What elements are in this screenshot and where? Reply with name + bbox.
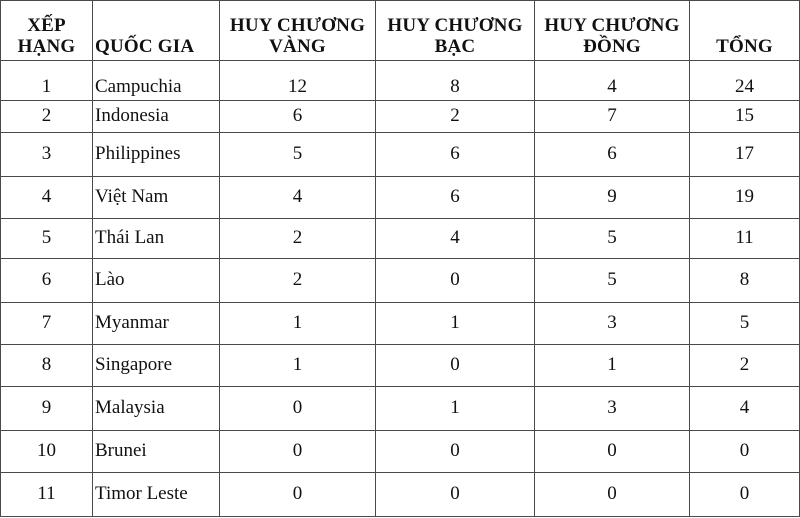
rank-cell: 3 (1, 133, 93, 177)
gold-cell: 4 (220, 177, 376, 219)
gold-cell: 2 (220, 259, 376, 303)
bronze-cell: 0 (535, 431, 690, 473)
total-cell: 17 (690, 133, 800, 177)
bronze-cell: 0 (535, 473, 690, 517)
country-header: QUỐC GIA (93, 1, 220, 61)
rank-cell: 4 (1, 177, 93, 219)
bronze-cell: 1 (535, 345, 690, 387)
table-row (1, 387, 800, 431)
country-cell: Malaysia (93, 387, 220, 431)
country-cell: Thái Lan (93, 219, 220, 259)
silver-cell: 0 (376, 473, 535, 517)
table-row (1, 219, 800, 259)
total-header: TỔNG (690, 1, 800, 61)
bronze-cell: 3 (535, 387, 690, 431)
rank-cell: 6 (1, 259, 93, 303)
total-cell: 0 (690, 473, 800, 517)
table-row (1, 177, 800, 219)
total-cell: 2 (690, 345, 800, 387)
rank-cell: 7 (1, 303, 93, 345)
bronze-header: HUY CHƯƠNG ĐỒNG (535, 1, 690, 61)
rank-cell: 11 (1, 473, 93, 517)
table-row (1, 133, 800, 177)
bronze-cell: 5 (535, 259, 690, 303)
total-cell: 24 (690, 61, 800, 101)
rank-cell: 8 (1, 345, 93, 387)
silver-cell: 8 (376, 61, 535, 101)
rank-cell: 10 (1, 431, 93, 473)
country-cell: Singapore (93, 345, 220, 387)
gold-cell: 2 (220, 219, 376, 259)
country-cell: Lào (93, 259, 220, 303)
total-cell: 0 (690, 431, 800, 473)
country-cell: Indonesia (93, 101, 220, 133)
silver-cell: 0 (376, 345, 535, 387)
country-cell: Việt Nam (93, 177, 220, 219)
gold-cell: 12 (220, 61, 376, 101)
country-cell: Campuchia (93, 61, 220, 101)
silver-cell: 2 (376, 101, 535, 133)
total-cell: 5 (690, 303, 800, 345)
country-cell: Philippines (93, 133, 220, 177)
table-row (1, 431, 800, 473)
rank-header: XẾP HẠNG (1, 1, 93, 61)
total-cell: 15 (690, 101, 800, 133)
silver-cell: 1 (376, 387, 535, 431)
gold-cell: 0 (220, 473, 376, 517)
silver-cell: 0 (376, 259, 535, 303)
gold-cell: 6 (220, 101, 376, 133)
gold-cell: 5 (220, 133, 376, 177)
gold-cell: 1 (220, 303, 376, 345)
silver-cell: 1 (376, 303, 535, 345)
gold-cell: 1 (220, 345, 376, 387)
silver-cell: 6 (376, 177, 535, 219)
bronze-cell: 7 (535, 101, 690, 133)
country-cell: Myanmar (93, 303, 220, 345)
rank-cell: 5 (1, 219, 93, 259)
bronze-cell: 3 (535, 303, 690, 345)
bronze-cell: 6 (535, 133, 690, 177)
gold-cell: 0 (220, 431, 376, 473)
bronze-cell: 5 (535, 219, 690, 259)
table-row (1, 345, 800, 387)
silver-cell: 0 (376, 431, 535, 473)
table-row (1, 259, 800, 303)
bronze-cell: 4 (535, 61, 690, 101)
rank-cell: 1 (1, 61, 93, 101)
total-cell: 8 (690, 259, 800, 303)
total-cell: 4 (690, 387, 800, 431)
silver-cell: 6 (376, 133, 535, 177)
total-cell: 19 (690, 177, 800, 219)
silver-cell: 4 (376, 219, 535, 259)
country-cell: Timor Leste (93, 473, 220, 517)
rank-cell: 9 (1, 387, 93, 431)
total-cell: 11 (690, 219, 800, 259)
table-row (1, 61, 800, 101)
table-row (1, 473, 800, 517)
country-cell: Brunei (93, 431, 220, 473)
gold-cell: 0 (220, 387, 376, 431)
bronze-cell: 9 (535, 177, 690, 219)
rank-cell: 2 (1, 101, 93, 133)
gold-header: HUY CHƯƠNG VÀNG (220, 1, 376, 61)
table-row (1, 303, 800, 345)
silver-header: HUY CHƯƠNG BẠC (376, 1, 535, 61)
table-row (1, 101, 800, 133)
header-row (1, 1, 800, 61)
